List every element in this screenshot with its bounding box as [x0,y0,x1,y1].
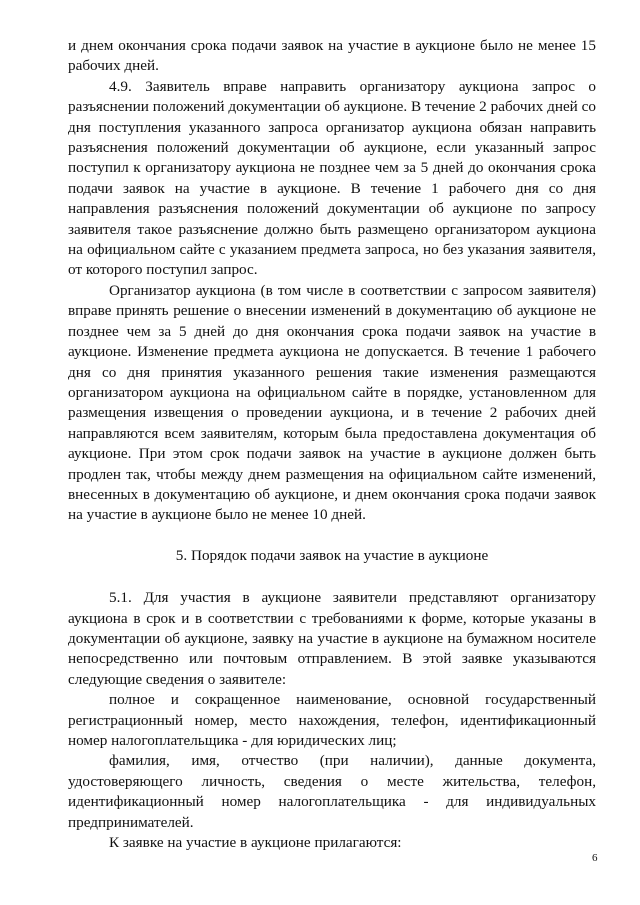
paragraph-4-9: 4.9. Заявитель вправе направить организатору аукциона запрос о разъяснении положений документации об аукционе. В течение 2 рабочих дней со дня поступления указанного запроса организатор аукциона обязан направить разъяснения положений документации об аукционе, если указанный запрос поступил к организатору аукциона не позднее чем за 5 дней до окончания срока подачи заявок на участие в аукционе. В течение 1 рабочего дня со дня направления разъяснения положений документации об аукционе по запросу заявителя такое разъяснение должно быть размещено организатором аукциона на официальном сайте с указанием предмета запроса, но без указания заявителя, от которого поступил запрос. [68,77,596,279]
paragraph-attachments: К заявке на участие в аукционе прилагаются: [109,834,402,852]
paragraph-amendments: Организатор аукциона (в том числе в соответствии с запросом заявителя) вправе принять решение о внесении изменений в документацию об аукционе не позднее чем за 5 дней до дня окончания срока подачи заявок на участие в аукционе. Изменение предмета аукциона не допускается. В течение 1 рабочего дня со дня принятия указанного решения такие изменения размещаются организатором аукциона на официальном сайте в порядке, установленном для размещения извещения о проведении аукциона, и в течение 2 рабочих дней направляются всем заявителям, которым была предоставлена документация об аукционе. При этом срок подачи заявок на участие в аукционе должен быть продлен так, чтобы между днем размещения на официальном сайте изменений, внесенных в документацию об аукционе, и днем окончания срока подачи заявок на участие в аукционе было не менее 10 дней. [68,281,596,524]
paragraph-5-1: 5.1. Для участия в аукционе заявители представляют организатору аукциона в срок и в соответствии с требованиями к форме, которые указаны в документации об аукционе, заявку на участие в аукционе на бумажном носителе непосредственно или почтовым отправлением. В этой заявке указываются следующие сведения о заявителе: [68,589,596,688]
section-heading: 5. Порядок подачи заявок на участие в аукционе [175,546,489,564]
list-item-entrepreneurs: фамилия, имя, отчество (при наличии), данные документа, удостоверяющего личность, сведения о месте жительства, телефон, идентификационный номер налогоплательщика - для индивидуальных предпринимателей. [68,752,596,831]
section-body [68,588,596,853]
list-item-legal-entities: полное и сокращенное наименование, основной государственный регистрационный номер, место нахождения, телефон, идентификационный номер налогоплательщика - для юридических лиц; [68,691,596,749]
page-number: 6 [592,852,598,864]
paragraph-continuation: и днем окончания срока подачи заявок на участие в аукционе было не менее 15 рабочих дней. [68,37,596,75]
document-page [68,36,596,853]
